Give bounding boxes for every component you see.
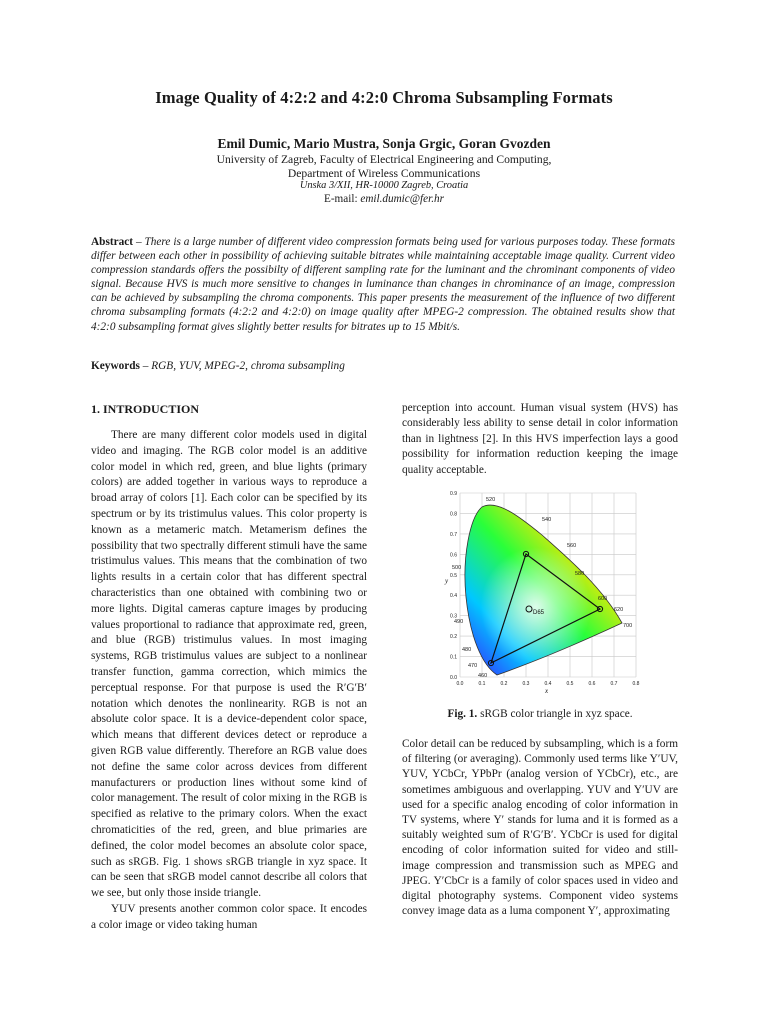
x-tick-label: 0.7 <box>610 681 618 687</box>
abstract-label: Abstract <box>91 236 134 248</box>
y-tick-label: 0.0 <box>450 674 457 681</box>
wavelength-label: 500 <box>452 565 462 571</box>
keywords <box>91 360 675 372</box>
x-tick-label: 0.0 <box>456 681 464 687</box>
keywords-label: Keywords <box>91 360 140 372</box>
abstract-text: – There is a large number of different video compression formats being used for various purposes today. These formats differ between each other in possibility of achieving suitable bitrates while maintaining acceptable image quality. Current video compression standards offers the possibilty of different sampling rate for the luminant and the chrominant components of video signal. Because HVS is much more sensitive to changes in luminance than changes in chrominance of an image, compression can be achieved by subsampling the chroma components. This paper presents the measurement of the influence of two different chroma subsampling formats (4:2:2 and 4:2:0) on image quality after MPEG-2 compression. The obtained results show that 4:2:0 subsampling format gives slightly better results for bitrates up to 15 Mbit/s. <box>91 236 675 333</box>
wavelength-label: 560 <box>567 543 577 549</box>
wavelength-label: 470 <box>468 663 478 669</box>
whitepoint-label: D65 <box>533 610 545 616</box>
wavelength-label: 620 <box>614 607 624 613</box>
y-tick-label: 0.6 <box>450 552 457 559</box>
keywords-text: – RGB, YUV, MPEG-2, chroma subsampling <box>139 360 345 372</box>
wavelength-label: 480 <box>462 647 472 653</box>
subsampling-paragraph: Color detail can be reduced by subsampling, which is a form of filtering (or averaging). Commonly used terms like Y′UV, YUV, YCbCr, YPbPr (analog version of YCbCr), etc., are sometimes ambiguous and overlapping. YUV and Y′UV are used for a specific analog encoding of color information in TV systems, where Y′ stands for luma and it is formed as a suitably weighted sum of R′G′B′. YCbCr is used for digital encoding of color information suited for video and still-image compression and transmission such as MPEG and JPEG. Y′CbCr is a family of color spaces used in video and digital photography systems. Component video systems convey image data as a luma component Y′, approximating <box>402 738 678 918</box>
abstract <box>91 235 675 334</box>
wavelength-label: 540 <box>542 517 552 523</box>
y-tick-label: 0.9 <box>450 491 457 497</box>
x-tick-label: 0.8 <box>632 681 640 687</box>
x-tick-label: 0.2 <box>500 681 508 687</box>
y-axis-ticks <box>450 491 457 681</box>
figure-caption <box>402 708 678 720</box>
email-label: E-mail: <box>324 193 361 205</box>
left-column <box>91 428 367 934</box>
y-tick-label: 0.5 <box>450 572 457 579</box>
y-tick-label: 0.3 <box>450 613 457 620</box>
x-tick-label: 0.1 <box>478 681 486 687</box>
x-tick-label: 0.5 <box>566 681 574 687</box>
x-tick-label: 0.6 <box>588 681 596 687</box>
affiliation-department: Department of Wireless Communications <box>287 167 481 180</box>
y-tick-label: 0.4 <box>450 593 457 600</box>
y-tick-label: 0.8 <box>450 511 457 518</box>
right-column-bottom <box>402 737 678 919</box>
wavelength-label: 600 <box>598 596 608 602</box>
wavelength-label: 490 <box>454 619 464 625</box>
affiliation-university: University of Zagreb, Faculty of Electrical Engineering and Computing, <box>216 153 552 166</box>
author-list: Emil Dumic, Mario Mustra, Sonja Grgic, Goran Gvozden <box>217 136 551 151</box>
email-address: emil.dumic@fer.hr <box>360 193 444 205</box>
wavelength-label: 520 <box>486 497 496 503</box>
intro-paragraph-2: YUV presents another common color space. It encodes a color image or video taking human <box>91 902 367 931</box>
section-heading-introduction: 1. INTRODUCTION <box>91 402 200 416</box>
cie-chromaticity-diagram <box>442 487 642 697</box>
hvs-paragraph: perception into account. Human visual system (HVS) has considerably less ability to sense detail in color information than in lightness [2]. In this HVS imperfection lays a good possibility for information reduction keeping the image quality acceptable. <box>402 402 678 476</box>
figure-caption-text: sRGB color triangle in xyz space. <box>477 708 633 720</box>
affiliation-address: Unska 3/XII, HR-10000 Zagreb, Croatia <box>299 180 469 191</box>
y-axis-label: y <box>445 577 449 585</box>
right-column-top <box>402 401 678 478</box>
figure-caption-label: Fig. 1. <box>447 708 478 720</box>
y-tick-label: 0.2 <box>450 634 457 641</box>
contact-email-line <box>0 193 768 205</box>
x-axis-label: x <box>545 687 549 695</box>
y-tick-label: 0.1 <box>450 654 457 661</box>
y-tick-label: 0.7 <box>450 531 457 538</box>
wavelength-label: 580 <box>575 571 585 577</box>
intro-paragraph-1: There are many different color models used in digital video and imaging. The RGB color model is an additive color model in which red, green, and blue lights (primary colors) are added together in various ways to reproduce a broad array of colors [1]. Each color can be specified by its spectrum or by its tristimulus values. This color property is known as a metameric match. Metamerism defines the possibility that two spectrally different stimuli have the same tristimulus values. This means that the combination of two lights results in a certain color that has different spectral characteristics than one obtained with combining two or more lights. Digital cameras capture images by producing values proportional to radiance that approximate red, green, and blue (RGB) tristimulus values. In most imaging systems, RGB tristimulus values are subject to a nonlinear transfer function, gamma correction, which mimics the perceptual response. For that purpose is used the R′G′B′ notation which denotes the nonlinearity. RGB is not an absolute color space. It is a device-dependent color space, which means that different devices detect or reproduce a given RGB value differently. Therefore an RGB value does not define the same color across devices from different manufacturers or production lines without some kind of color management. The result of color mixing in the RGB is specified as relative to the primary colors. When the exact chromaticities of the red, green, and blue primaries are defined, the color model becomes an absolute color space, such as sRGB. Fig. 1 shows sRGB triangle in xyz space. It can be seen that sRGB model cannot describe all colors that we see, but only those inside triangle. <box>91 429 367 900</box>
wavelength-label: 700 <box>623 623 633 629</box>
x-tick-label: 0.3 <box>522 681 530 687</box>
x-tick-label: 0.4 <box>544 681 552 687</box>
wavelength-label: 460 <box>478 673 488 679</box>
paper-title: Image Quality of 4:2:2 and 4:2:0 Chroma Subsampling Formats <box>155 88 613 107</box>
